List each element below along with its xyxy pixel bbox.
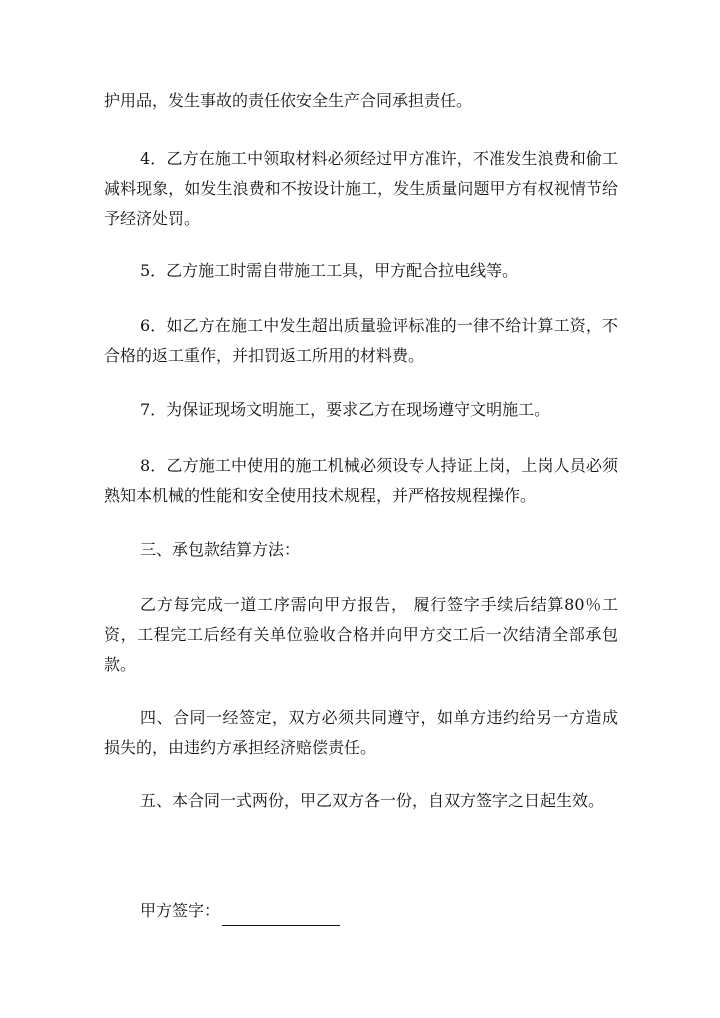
paragraph-item-5: 5．乙方施工时需自带施工工具，甲方配合拉电线等。	[140, 261, 519, 280]
signature-line	[222, 907, 340, 926]
paragraph-section-4: 四、合同一经签定，双方必须共同遵守，如单方违约给另一方造成损失的，由违约方承担经济赔偿责任。	[104, 708, 618, 757]
paragraph-section-5: 五、本合同一式两份，甲乙双方各一份，自双方签字之日起生效。	[140, 791, 605, 810]
signature-label: 甲方签字：	[140, 901, 221, 920]
section-heading-payment: 三、承包款结算方法：	[140, 540, 301, 559]
paragraph-item-7: 7．为保证现场文明施工，要求乙方在现场遵守文明施工。	[140, 400, 551, 419]
paragraph-item-6: 6．如乙方在施工中发生超出质量验评标准的一律不给计算工资，不合格的返工重作，并扣罚返工所用的材料费。	[104, 316, 618, 365]
paragraph-protective-equipment: 护用品，发生事故的责任依安全生产合同承担责任。	[104, 91, 473, 110]
paragraph-item-8: 8．乙方施工中使用的施工机械必须设专人持证上岗，上岗人员必须熟知本机械的性能和安全使用技术规程，并严格按规程操作。	[104, 456, 618, 505]
paragraph-payment-terms: 乙方每完成一道工序需向甲方报告， 履行签字手续后结算80％工资，工程完工后经有关单位验收合格并向甲方交工后一次结清全部承包款。	[104, 595, 618, 674]
paragraph-item-4: 4．乙方在施工中领取材料必须经过甲方准许，不准发生浪费和偷工减料现象，如发生浪费和不按设计施工，发生质量问题甲方有权视情节给予经济处罚。	[104, 149, 618, 228]
signature-row	[140, 896, 340, 926]
